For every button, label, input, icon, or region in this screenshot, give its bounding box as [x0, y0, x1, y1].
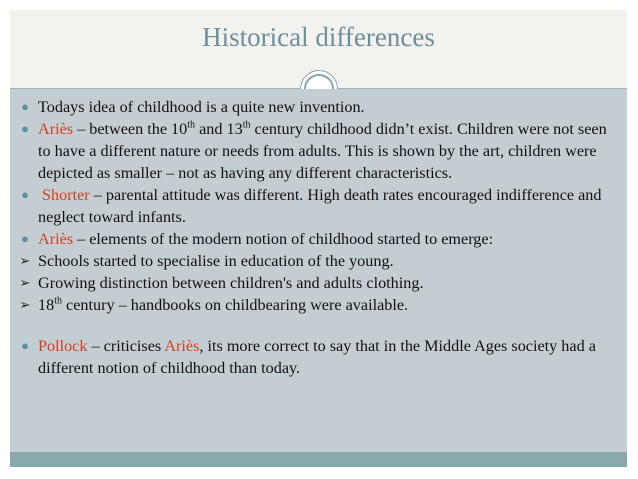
item-text: – criticises: [87, 337, 165, 355]
author-name: Shorter: [42, 186, 90, 204]
round-bullet-icon: ●: [21, 187, 29, 202]
item-text: – parental attitude was different. High death rates encouraged indifference and neglect toward infants.: [38, 186, 602, 226]
round-bullet-icon: ●: [21, 338, 29, 353]
author-name: Ariès: [38, 230, 74, 248]
bottom-accent-strip: [10, 452, 627, 467]
superscript: th: [187, 119, 196, 131]
author-name: Ariès: [164, 337, 200, 355]
item-text: 18: [38, 296, 55, 314]
arrow-bullet-icon: ➢: [19, 253, 31, 268]
list-item: [16, 184, 616, 228]
list-item: [16, 250, 616, 272]
author-name: Pollock: [38, 337, 88, 355]
round-bullet-icon: ●: [21, 231, 29, 246]
item-text: century – handbooks on childbearing were available.: [61, 296, 409, 314]
list-item: [16, 96, 616, 118]
superscript: th: [242, 119, 251, 131]
item-text: – elements of the modern notion of childhood started to emerge:: [73, 230, 494, 248]
arrow-bullet-icon: ➢: [19, 275, 31, 290]
list-item: [16, 272, 616, 294]
item-text: Growing distinction between children's and adults clothing.: [38, 274, 424, 292]
bullet-list: [16, 96, 616, 379]
list-item: [16, 335, 616, 379]
round-bullet-icon: ●: [21, 99, 29, 114]
superscript: th: [54, 295, 62, 307]
item-text: – between the 10: [73, 120, 188, 138]
list-item: [16, 294, 616, 316]
item-text: Todays idea of childhood is a quite new invention.: [38, 98, 365, 116]
round-bullet-icon: ●: [21, 121, 29, 136]
arrow-bullet-icon: ➢: [19, 297, 31, 312]
item-text: century childhood didn’t exist. Children were not seen to have a different nature or needs from adults. This is shown by the art, children were depicted as smaller – not as having any different characteristics.: [38, 120, 607, 182]
item-text: Schools started to specialise in education of the young.: [38, 252, 394, 270]
list-item: [16, 228, 616, 250]
item-text: and 13: [195, 120, 243, 138]
slide-title: Historical differences: [202, 22, 435, 52]
author-name: Ariès: [38, 120, 74, 138]
list-item: [16, 118, 616, 184]
item-text: , its more correct to say that in the Middle Ages society had a different notion of childhood than today.: [38, 337, 596, 377]
